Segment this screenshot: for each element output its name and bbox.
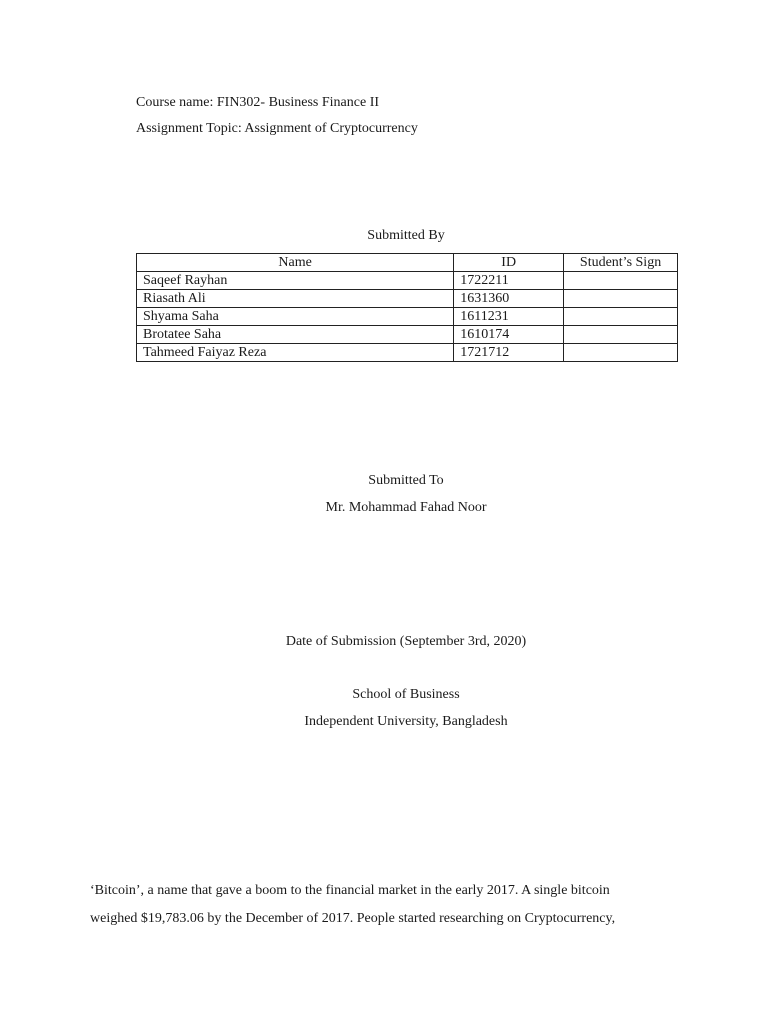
student-id: 1611231 (454, 308, 564, 326)
paragraph-line: ‘Bitcoin’, a name that gave a boom to the financial market in the early 2017. A single bitcoin (90, 883, 610, 898)
student-sign (564, 290, 678, 308)
student-sign (564, 308, 678, 326)
table-row (137, 272, 678, 290)
assignment-topic: Assignment Topic: Assignment of Cryptocurrency (136, 121, 418, 136)
student-name: Riasath Ali (137, 290, 454, 308)
table-row (137, 326, 678, 344)
student-sign (564, 344, 678, 362)
course-name: Course name: FIN302- Business Finance II (136, 95, 380, 110)
student-id: 1722211 (454, 272, 564, 290)
table-row (137, 290, 678, 308)
university-name: Independent University, Bangladesh (304, 714, 508, 729)
members-table (136, 253, 678, 362)
student-sign (564, 272, 678, 290)
instructor-name: Mr. Mohammad Fahad Noor (325, 500, 487, 515)
student-id: 1721712 (454, 344, 564, 362)
paragraph-line: weighed $19,783.06 by the December of 2017. People started researching on Cryptocurrency, (90, 911, 616, 926)
student-name: Brotatee Saha (137, 326, 454, 344)
column-header-id: ID (454, 254, 564, 272)
student-name: Shyama Saha (137, 308, 454, 326)
table-row (137, 308, 678, 326)
school-name: School of Business (352, 687, 460, 702)
student-id: 1631360 (454, 290, 564, 308)
submission-date: Date of Submission (September 3rd, 2020) (285, 634, 527, 649)
table-row (137, 344, 678, 362)
table-header-row (137, 254, 678, 272)
student-name: Tahmeed Faiyaz Reza (137, 344, 454, 362)
student-name: Saqeef Rayhan (137, 272, 454, 290)
submitted-to-heading: Submitted To (368, 473, 444, 488)
submitted-by-heading: Submitted By (367, 228, 445, 243)
column-header-sign: Student’s Sign (564, 254, 678, 272)
column-header-name: Name (137, 254, 454, 272)
student-sign (564, 326, 678, 344)
intro-paragraph (90, 877, 670, 933)
student-id: 1610174 (454, 326, 564, 344)
